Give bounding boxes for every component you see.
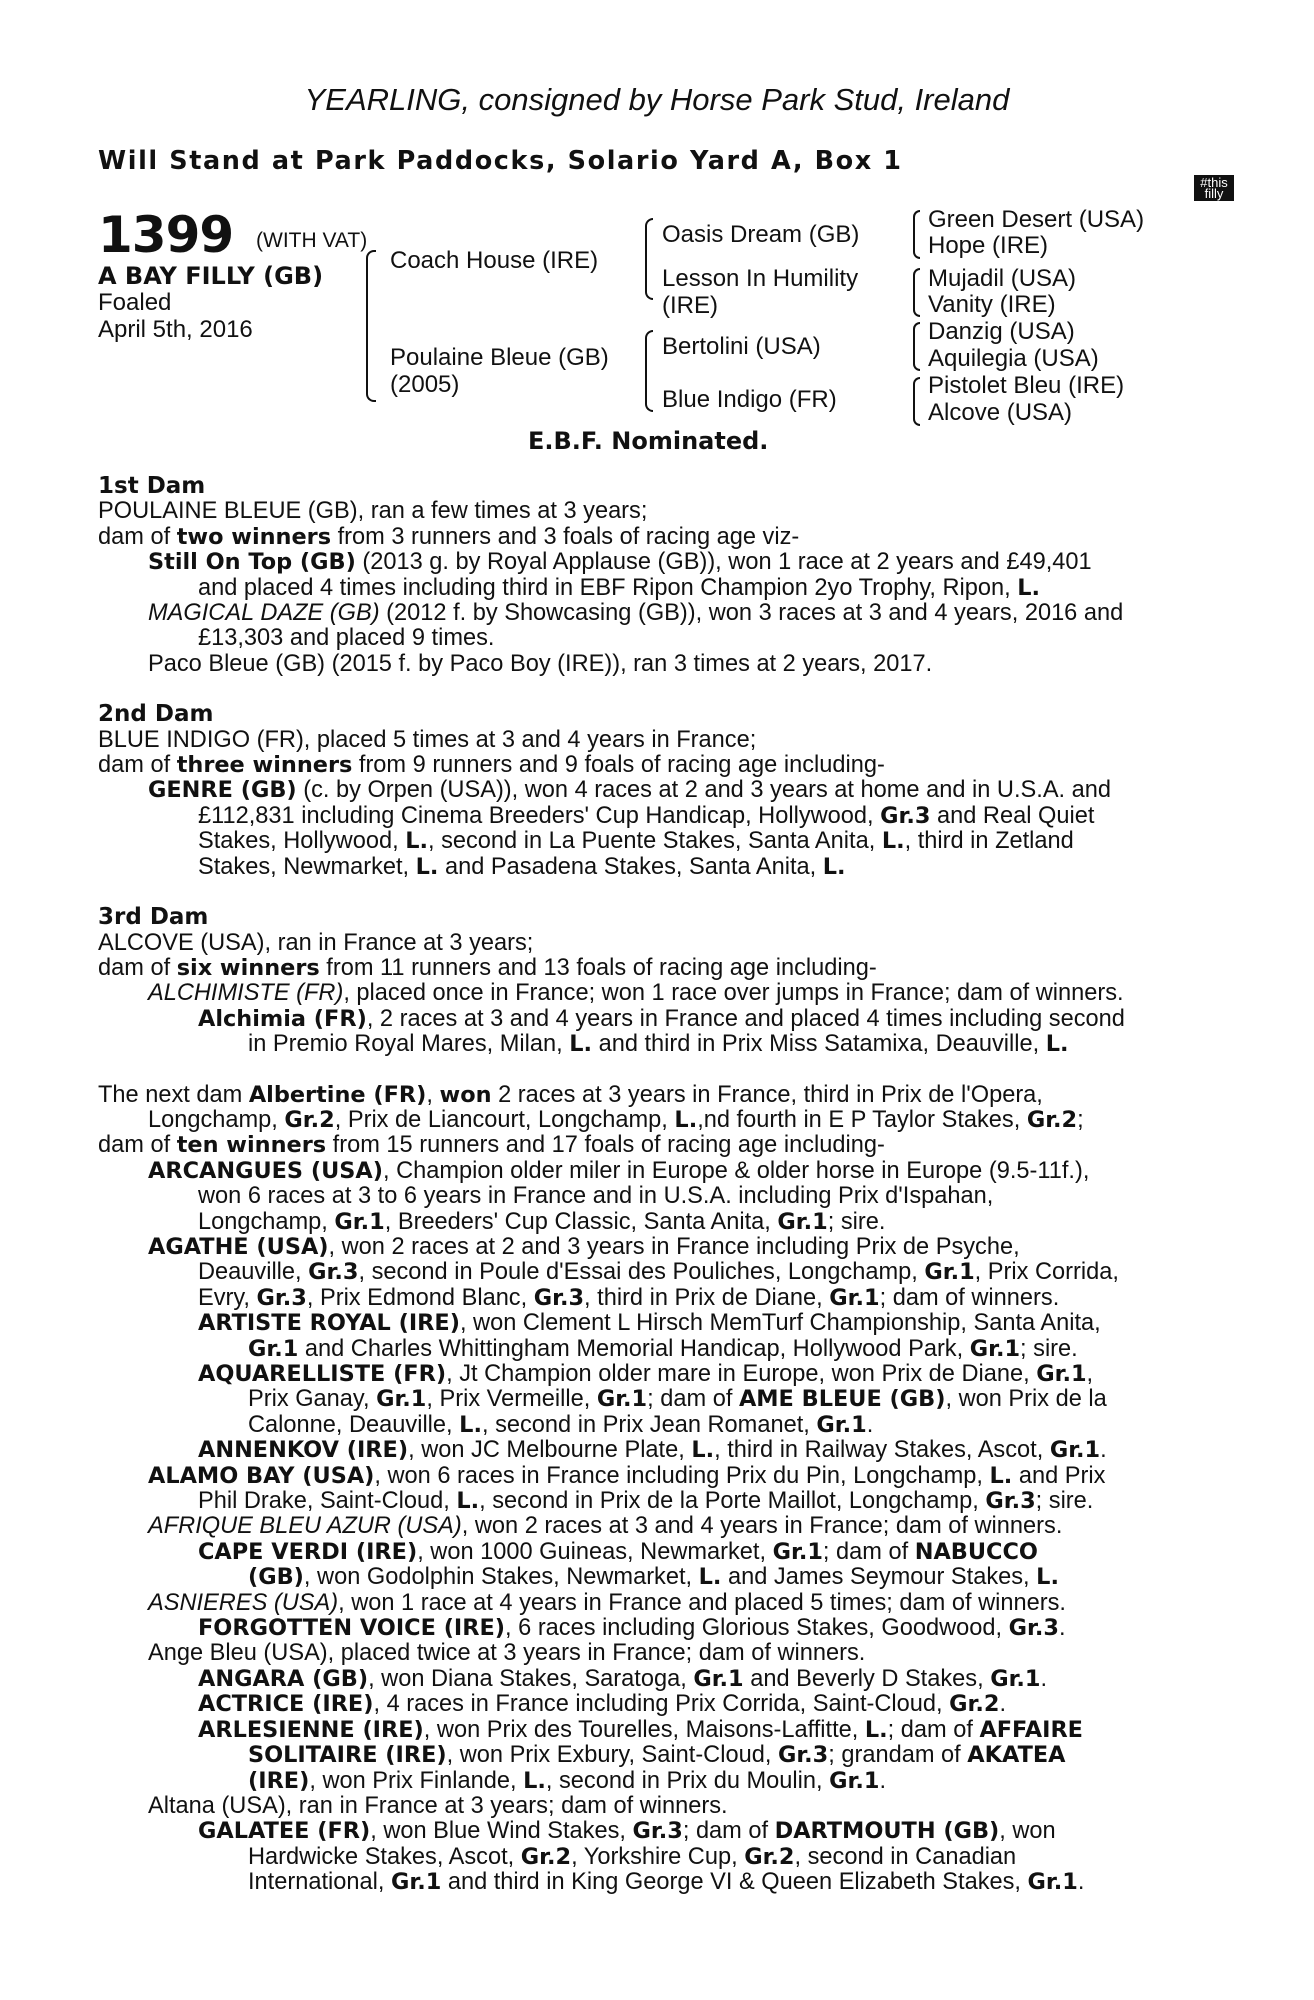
- second-dam-line: BLUE INDIGO (FR), placed 5 times at 3 and 4 years in France;: [98, 726, 757, 753]
- produce-aquarelliste-cont1: Prix Ganay, Gr.1, Prix Vermeille, Gr.1; dam of AME BLEUE (GB), won Prix de la: [248, 1386, 1107, 1413]
- pedigree-gg-8: Alcove (USA): [928, 399, 1073, 426]
- pedigree-brace-sire: [645, 218, 653, 300]
- third-dam-produce-summary: dam of six winners from 11 runners and 13 foals of racing age including-: [98, 954, 877, 981]
- pedigree-dam-sire: Bertolini (USA): [662, 333, 821, 360]
- next-dam-line-cont: Longchamp, Gr.2, Prix de Liancourt, Longchamp, L.,nd fourth in E P Taylor Stakes, Gr.2;: [148, 1106, 1084, 1133]
- first-dam-heading: 1st Dam: [98, 473, 206, 499]
- produce-actrice: ACTRICE (IRE), 4 races in France including Prix Corrida, Saint-Cloud, Gr.2.: [198, 1691, 1007, 1718]
- produce-arlesienne-cont2: (IRE), won Prix Finlande, L., second in Prix du Moulin, Gr.1.: [248, 1767, 887, 1794]
- produce-angara: ANGARA (GB), won Diana Stakes, Saratoga, Gr.1 and Beverly D Stakes, Gr.1.: [198, 1665, 1048, 1692]
- produce-agathe-cont2: Evry, Gr.3, Prix Edmond Blanc, Gr.3, third in Prix de Diane, Gr.1; dam of winners.: [198, 1284, 1060, 1311]
- produce-arlesienne-cont1: SOLITAIRE (IRE), won Prix Exbury, Saint-Cloud, Gr.3; grandam of AKATEA: [248, 1742, 1066, 1769]
- produce-agathe-cont1: Deauville, Gr.3, second in Poule d'Essai des Pouliches, Longchamp, Gr.1, Prix Corrida,: [198, 1259, 1119, 1286]
- produce-aquarelliste-cont2: Calonne, Deauville, L., second in Prix Jean Romanet, Gr.1.: [248, 1411, 874, 1438]
- produce-arlesienne: ARLESIENNE (IRE), won Prix des Tourelles, Maisons-Laffitte, L.; dam of AFFAIRE: [198, 1716, 1083, 1743]
- produce-magical-daze: MAGICAL DAZE (GB) (2012 f. by Showcasing (GB)), won 3 races at 3 and 4 years, 2016 and: [148, 600, 1124, 627]
- produce-cape-verdi-cont: (GB), won Godolphin Stakes, Newmarket, L. and James Seymour Stakes, L.: [248, 1564, 1059, 1591]
- produce-afrique-bleu-azur: AFRIQUE BLEU AZUR (USA), won 2 races at 3 and 4 years in France; dam of winners.: [148, 1513, 1063, 1540]
- pedigree-brace-g1: [913, 210, 920, 259]
- produce-asnieres: ASNIERES (USA), won 1 race at 4 years in France and placed 5 times; dam of winners.: [148, 1589, 1066, 1616]
- pedigree-brace-g4: [913, 377, 920, 426]
- pedigree-gg-6: Aquilegia (USA): [928, 345, 1099, 372]
- second-dam-heading: 2nd Dam: [98, 701, 214, 728]
- this-filly-can-logo: #this filly can: [1194, 175, 1234, 201]
- third-dam-heading: 3rd Dam: [98, 904, 209, 931]
- produce-still-on-top: Still On Top (GB) (2013 g. by Royal Applause (GB)), won 1 race at 2 years and £49,401: [148, 549, 1092, 576]
- pedigree-gg-4: Vanity (IRE): [928, 291, 1056, 318]
- produce-genre: GENRE (GB) (c. by Orpen (USA)), won 4 races at 2 and 3 years at home and in U.S.A. and: [148, 777, 1112, 804]
- pedigree-gg-2: Hope (IRE): [928, 232, 1049, 259]
- pedigree-dam: Poulaine Bleue (GB): [390, 344, 609, 371]
- pedigree-sire-dam-line2: (IRE): [662, 292, 718, 319]
- produce-arcangues-cont1: won 6 races at 3 to 6 years in France and in U.S.A. including Prix d'Ispahan,: [198, 1183, 994, 1210]
- next-dam-produce-summary: dam of ten winners from 15 runners and 17 foals of racing age including-: [98, 1132, 885, 1159]
- page-title: YEARLING, consigned by Horse Park Stud, Ireland: [304, 82, 1010, 117]
- produce-artiste-royal: ARTISTE ROYAL (IRE), won Clement L Hirsch MemTurf Championship, Santa Anita,: [198, 1310, 1101, 1337]
- first-dam-line: POULAINE BLEUE (GB), ran a few times at 3 years;: [98, 498, 648, 525]
- pedigree-sire-dam: Lesson In Humility: [662, 265, 859, 292]
- produce-magical-daze-cont: £13,303 and placed 9 times.: [198, 625, 495, 652]
- pedigree-brace-main: [366, 250, 376, 402]
- produce-alchimia: Alchimia (FR), 2 races at 3 and 4 years in France and placed 4 times including second: [198, 1005, 1125, 1032]
- pedigree-gg-7: Pistolet Bleu (IRE): [928, 372, 1125, 399]
- produce-artiste-royal-cont: Gr.1 and Charles Whittingham Memorial Handicap, Hollywood Park, Gr.1; sire.: [248, 1335, 1078, 1362]
- pedigree-dam-dam: Blue Indigo (FR): [662, 386, 837, 413]
- second-dam-produce-summary: dam of three winners from 9 runners and 9 foals of racing age including-: [98, 752, 885, 779]
- produce-alchimiste: ALCHIMISTE (FR), placed once in France; won 1 race over jumps in France; dam of winners.: [148, 980, 1124, 1007]
- pedigree-dam-year: (2005): [390, 371, 460, 398]
- third-dam-line: ALCOVE (USA), ran in France at 3 years;: [98, 929, 534, 956]
- produce-paco-bleue: Paco Bleue (GB) (2015 f. by Paco Boy (IRE)), ran 3 times at 2 years, 2017.: [148, 650, 933, 677]
- produce-arcangues-cont2: Longchamp, Gr.1, Breeders' Cup Classic, Santa Anita, Gr.1; sire.: [198, 1208, 886, 1235]
- pedigree-gg-1: Green Desert (USA): [928, 206, 1145, 233]
- lot-vat: (WITH VAT): [256, 229, 368, 252]
- produce-altana: Altana (USA), ran in France at 3 years; dam of winners.: [148, 1792, 728, 1819]
- pedigree-brace-dam: [645, 330, 653, 412]
- produce-alchimia-cont: in Premio Royal Mares, Milan, L. and third in Prix Miss Satamixa, Deauville, L.: [248, 1031, 1069, 1058]
- produce-aquarelliste: AQUARELLISTE (FR), Jt Champion older mare in Europe, won Prix de Diane, Gr.1,: [198, 1361, 1094, 1387]
- pedigree-gg-5: Danzig (USA): [928, 318, 1075, 345]
- produce-arcangues: ARCANGUES (USA), Champion older miler in Europe & older horse in Europe (9.5-11f.),: [148, 1157, 1090, 1184]
- ebf-nominated: E.B.F. Nominated.: [528, 427, 769, 455]
- produce-genre-cont2: Stakes, Hollywood, L., second in La Puente Stakes, Santa Anita, L., third in Zetland: [198, 828, 1074, 855]
- lot-number: 1399: [98, 206, 234, 264]
- lot-name: A BAY FILLY (GB): [98, 262, 324, 290]
- produce-cape-verdi: CAPE VERDI (IRE), won 1000 Guineas, Newmarket, Gr.1; dam of NABUCCO: [198, 1538, 1038, 1565]
- next-dam-line: The next dam Albertine (FR), won 2 races at 3 years in France, third in Prix de l'Opera,: [98, 1081, 1043, 1108]
- first-dam-produce-summary: dam of two winners from 3 runners and 3 foals of racing age viz-: [98, 523, 800, 550]
- produce-forgotten-voice: FORGOTTEN VOICE (IRE), 6 races including Glorious Stakes, Goodwood, Gr.3.: [198, 1615, 1066, 1642]
- stand-location: Will Stand at Park Paddocks, Solario Yard A, Box 1: [98, 146, 903, 176]
- produce-genre-cont1: £112,831 including Cinema Breeders' Cup Handicap, Hollywood, Gr.3 and Real Quiet: [198, 802, 1095, 829]
- produce-galatee-cont2: International, Gr.1 and third in King George VI & Queen Elizabeth Stakes, Gr.1.: [248, 1869, 1085, 1896]
- produce-agathe: AGATHE (USA), won 2 races at 2 and 3 years in France including Prix de Psyche,: [148, 1233, 1020, 1260]
- pedigree-brace-g3: [913, 322, 920, 371]
- pedigree-gg-3: Mujadil (USA): [928, 265, 1077, 292]
- pedigree-sire-sire: Oasis Dream (GB): [662, 221, 860, 248]
- produce-ange-bleu: Ange Bleu (USA), placed twice at 3 years in France; dam of winners.: [148, 1640, 866, 1667]
- foaled-date: April 5th, 2016: [98, 316, 253, 343]
- produce-alamo-bay: ALAMO BAY (USA), won 6 races in France including Prix du Pin, Longchamp, L. and Prix: [148, 1462, 1106, 1489]
- catalogue-body: [98, 474, 1198, 1896]
- pedigree-sire: Coach House (IRE): [390, 247, 599, 274]
- foaled-label: Foaled: [98, 289, 172, 316]
- produce-galatee: GALATEE (FR), won Blue Wind Stakes, Gr.3; dam of DARTMOUTH (GB), won: [198, 1818, 1056, 1845]
- produce-galatee-cont1: Hardwicke Stakes, Ascot, Gr.2, Yorkshire Cup, Gr.2, second in Canadian: [248, 1843, 1017, 1870]
- pedigree-brace-g2: [913, 268, 920, 317]
- produce-annenkov: ANNENKOV (IRE), won JC Melbourne Plate, L., third in Railway Stakes, Ascot, Gr.1.: [198, 1437, 1107, 1464]
- produce-still-on-top-cont: and placed 4 times including third in EBF Ripon Champion 2yo Trophy, Ripon, L.: [198, 574, 1041, 601]
- produce-alamo-bay-cont: Phil Drake, Saint-Cloud, L., second in Prix de la Porte Maillot, Longchamp, Gr.3; sire.: [198, 1488, 1094, 1515]
- produce-genre-cont3: Stakes, Newmarket, L. and Pasadena Stakes, Santa Anita, L.: [198, 853, 846, 880]
